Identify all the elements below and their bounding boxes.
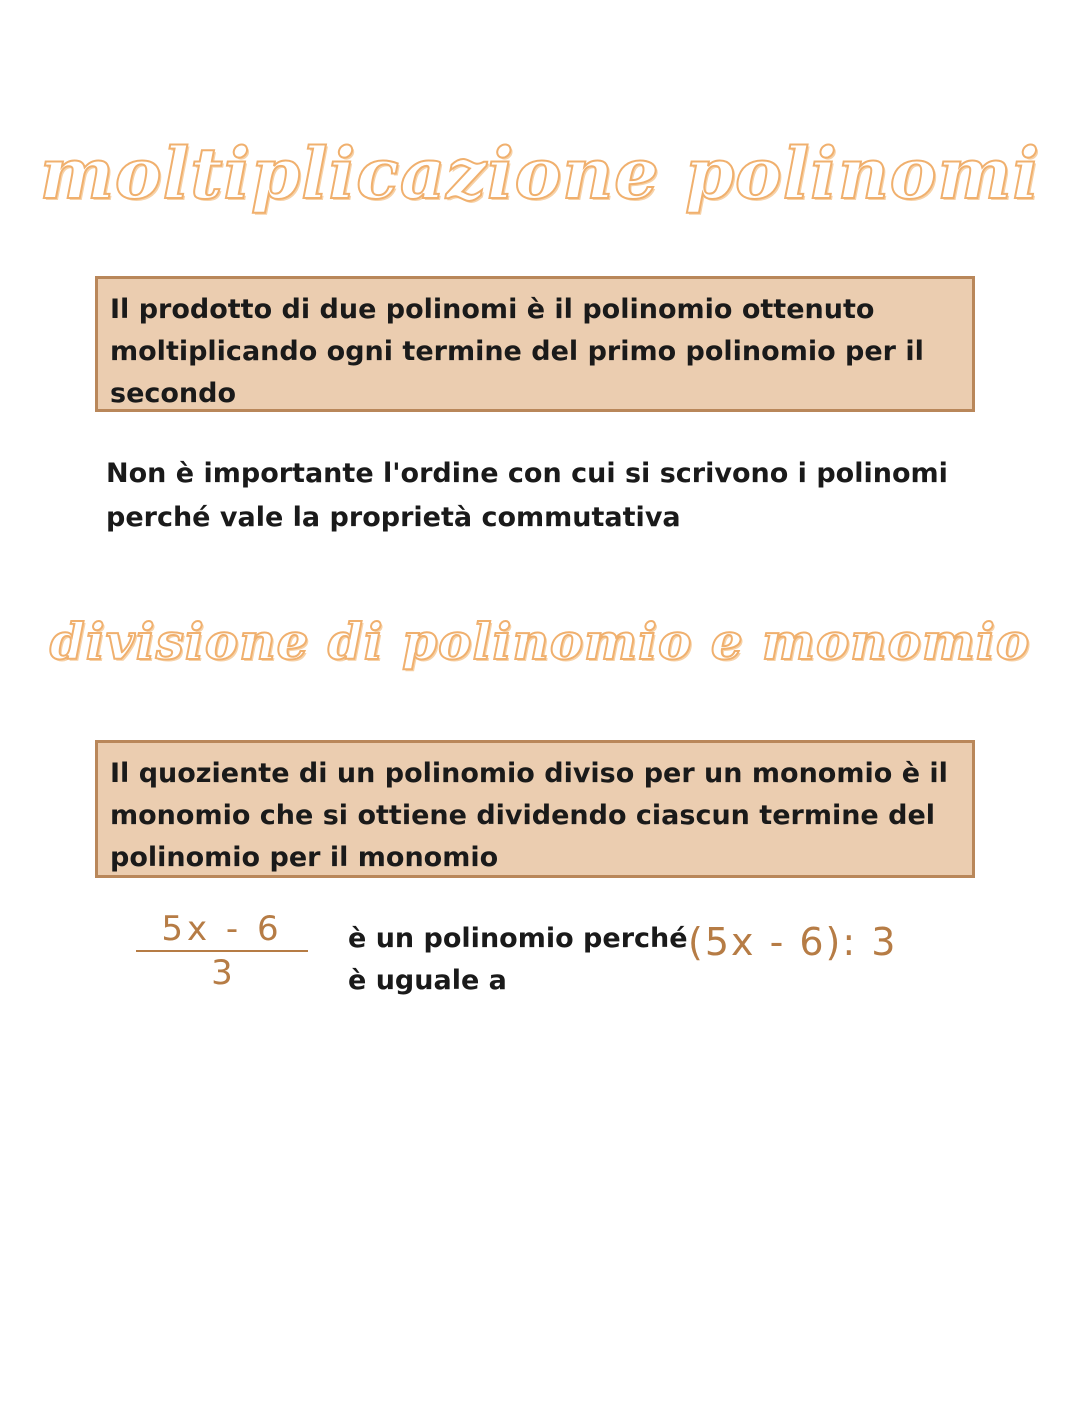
definition-box-moltiplicazione — [95, 276, 975, 412]
section-title-divisione: divisione di polinomio e monomio — [49, 612, 1031, 671]
fraction-numerator: 5x - 6 — [161, 909, 283, 949]
note-line: perché vale la proprietà commutativa — [106, 502, 681, 533]
definition-line: monomio che si ottiene dividendo ciascun termine del — [110, 800, 936, 831]
definition-line: moltiplicando ogni termine del primo polinomio per il — [110, 336, 924, 367]
explanation-line: è uguale a — [348, 965, 507, 996]
definition-line: polinomio per il monomio — [110, 842, 499, 873]
note-line: Non è importante l'ordine con cui si scrivono i polinomi — [106, 458, 948, 489]
definition-line: secondo — [110, 378, 237, 409]
commutative-note — [106, 452, 966, 540]
example-fraction — [136, 908, 308, 994]
example-explanation — [348, 918, 688, 1002]
fraction-denominator: 3 — [211, 953, 233, 993]
explanation-line: è un polinomio perché — [348, 923, 688, 954]
definition-box-divisione — [95, 740, 975, 878]
definition-line: Il prodotto di due polinomi è il polinomio ottenuto — [110, 294, 875, 325]
example-expression: (5x - 6): 3 — [688, 920, 898, 964]
definition-line: Il quoziente di un polinomio diviso per un monomio è il — [110, 758, 948, 789]
section-title-moltiplicazione: moltiplicazione polinomi — [39, 132, 1041, 215]
